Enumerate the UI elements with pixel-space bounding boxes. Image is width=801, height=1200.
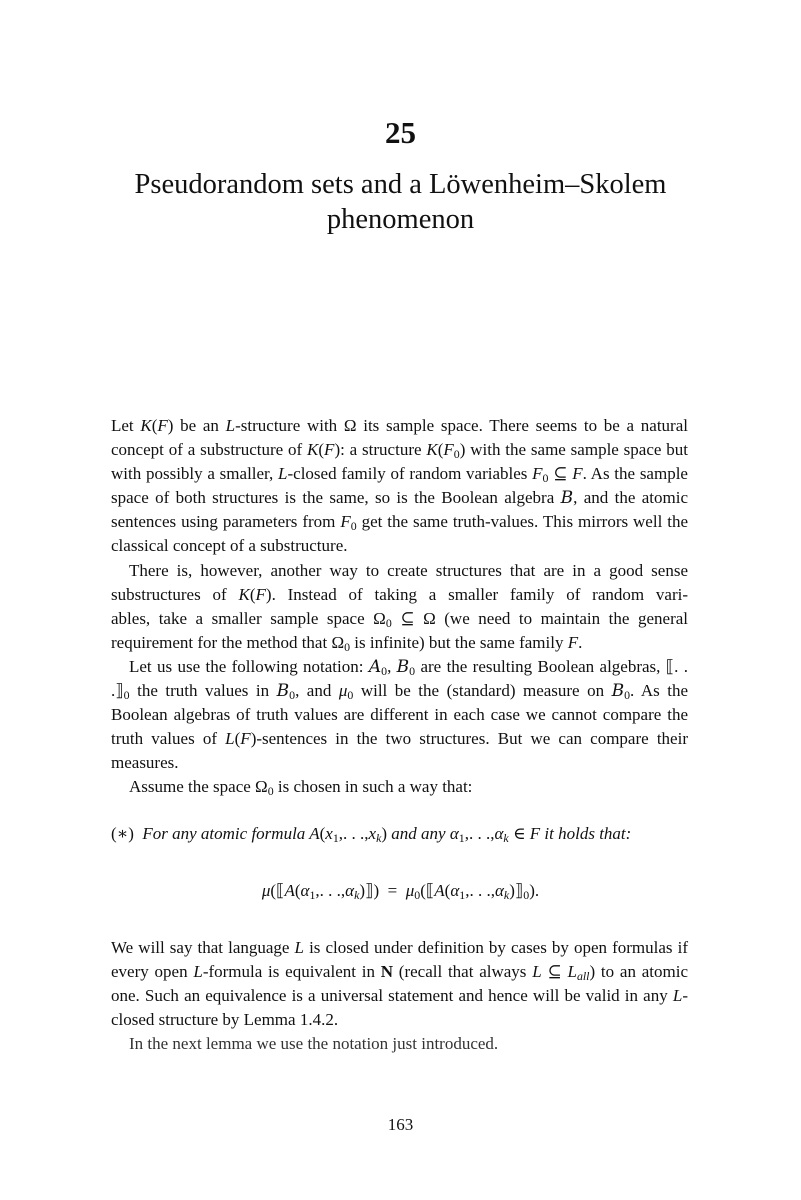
paragraph-5: We will say that language L is closed under definition by cases by open formulas if every open L-formula is equivalent in N (recall that always L ⊆ $L_{all}$) to an atomic one. Such an equivalence is a universal statement and hence will be valid in any L-closed structure by Lemma 1.4.2. [111, 938, 688, 1030]
body-text-block-2 [111, 936, 688, 1056]
display-equation: $\mu(⟦A(\alpha_1$,. . $.,\alpha_k)⟧$) = $\mu_0(⟦A(\alpha_1$,. . $.,\alpha_k)⟧_0$). [261, 881, 540, 902]
page-number: 163 [387, 1115, 414, 1134]
chapter-number: 25 [385, 115, 416, 150]
paragraph-2: There is, however, another way to create structures that are in a good sense substructures of K(F). Instead of taking a smaller family of random vari- ables, take a smaller sample space $\Omega_0$ ⊆ Ω (we need to maintain the general requirement for the method that $\Omega_0$ is infinite) but the same family F. [111, 560, 689, 654]
paragraph-6: In the next lemma we use the notation just introduced. [129, 1034, 499, 1054]
chapter-title-line-2: phenomenon [326, 204, 475, 235]
body-text-block-1 [111, 414, 688, 800]
chapter-title [110, 167, 691, 237]
condition-star: (∗) For any atomic formula $A(x_1$,. . $.,x_k$) and any $\alpha_1$,. . $.,\alpha_k$ ∈ F it holds that: [111, 824, 632, 845]
chapter-title-line-1: Pseudorandom sets and a Löwenheim–Skolem [134, 169, 667, 200]
paragraph-4: Assume the space $\Omega_0$ is chosen in such a way that: [129, 777, 473, 799]
paragraph-3: Let us use the following notation: $A_0$, $B_0$ are the resulting Boolean algebras, ⟦. . $.⟧_0$ the truth values in $B_0$, and $\mu_0$ will be the (standard) measure on $B_0$. As the Boolean algebras of truth values are different in each case we cannot compare the truth values of L(F)-sentences in the two structures. But we can compare their measures. [111, 656, 689, 773]
paragraph-1: Let K(F) be an L-structure with Ω its sample space. There seems to be a natural concept of a substructure of K(F): a structure $K(F_0)$ with the same sample space but with possibly a smaller, L-closed family of random variables $F_0$ ⊆ F. As the sample space of both structures is the same, so is the Boolean algebra B, and the atomic sentences using parameters from $F_0$ get the same truth-values. This mirrors well the classical concept of a substructure. [111, 416, 688, 556]
